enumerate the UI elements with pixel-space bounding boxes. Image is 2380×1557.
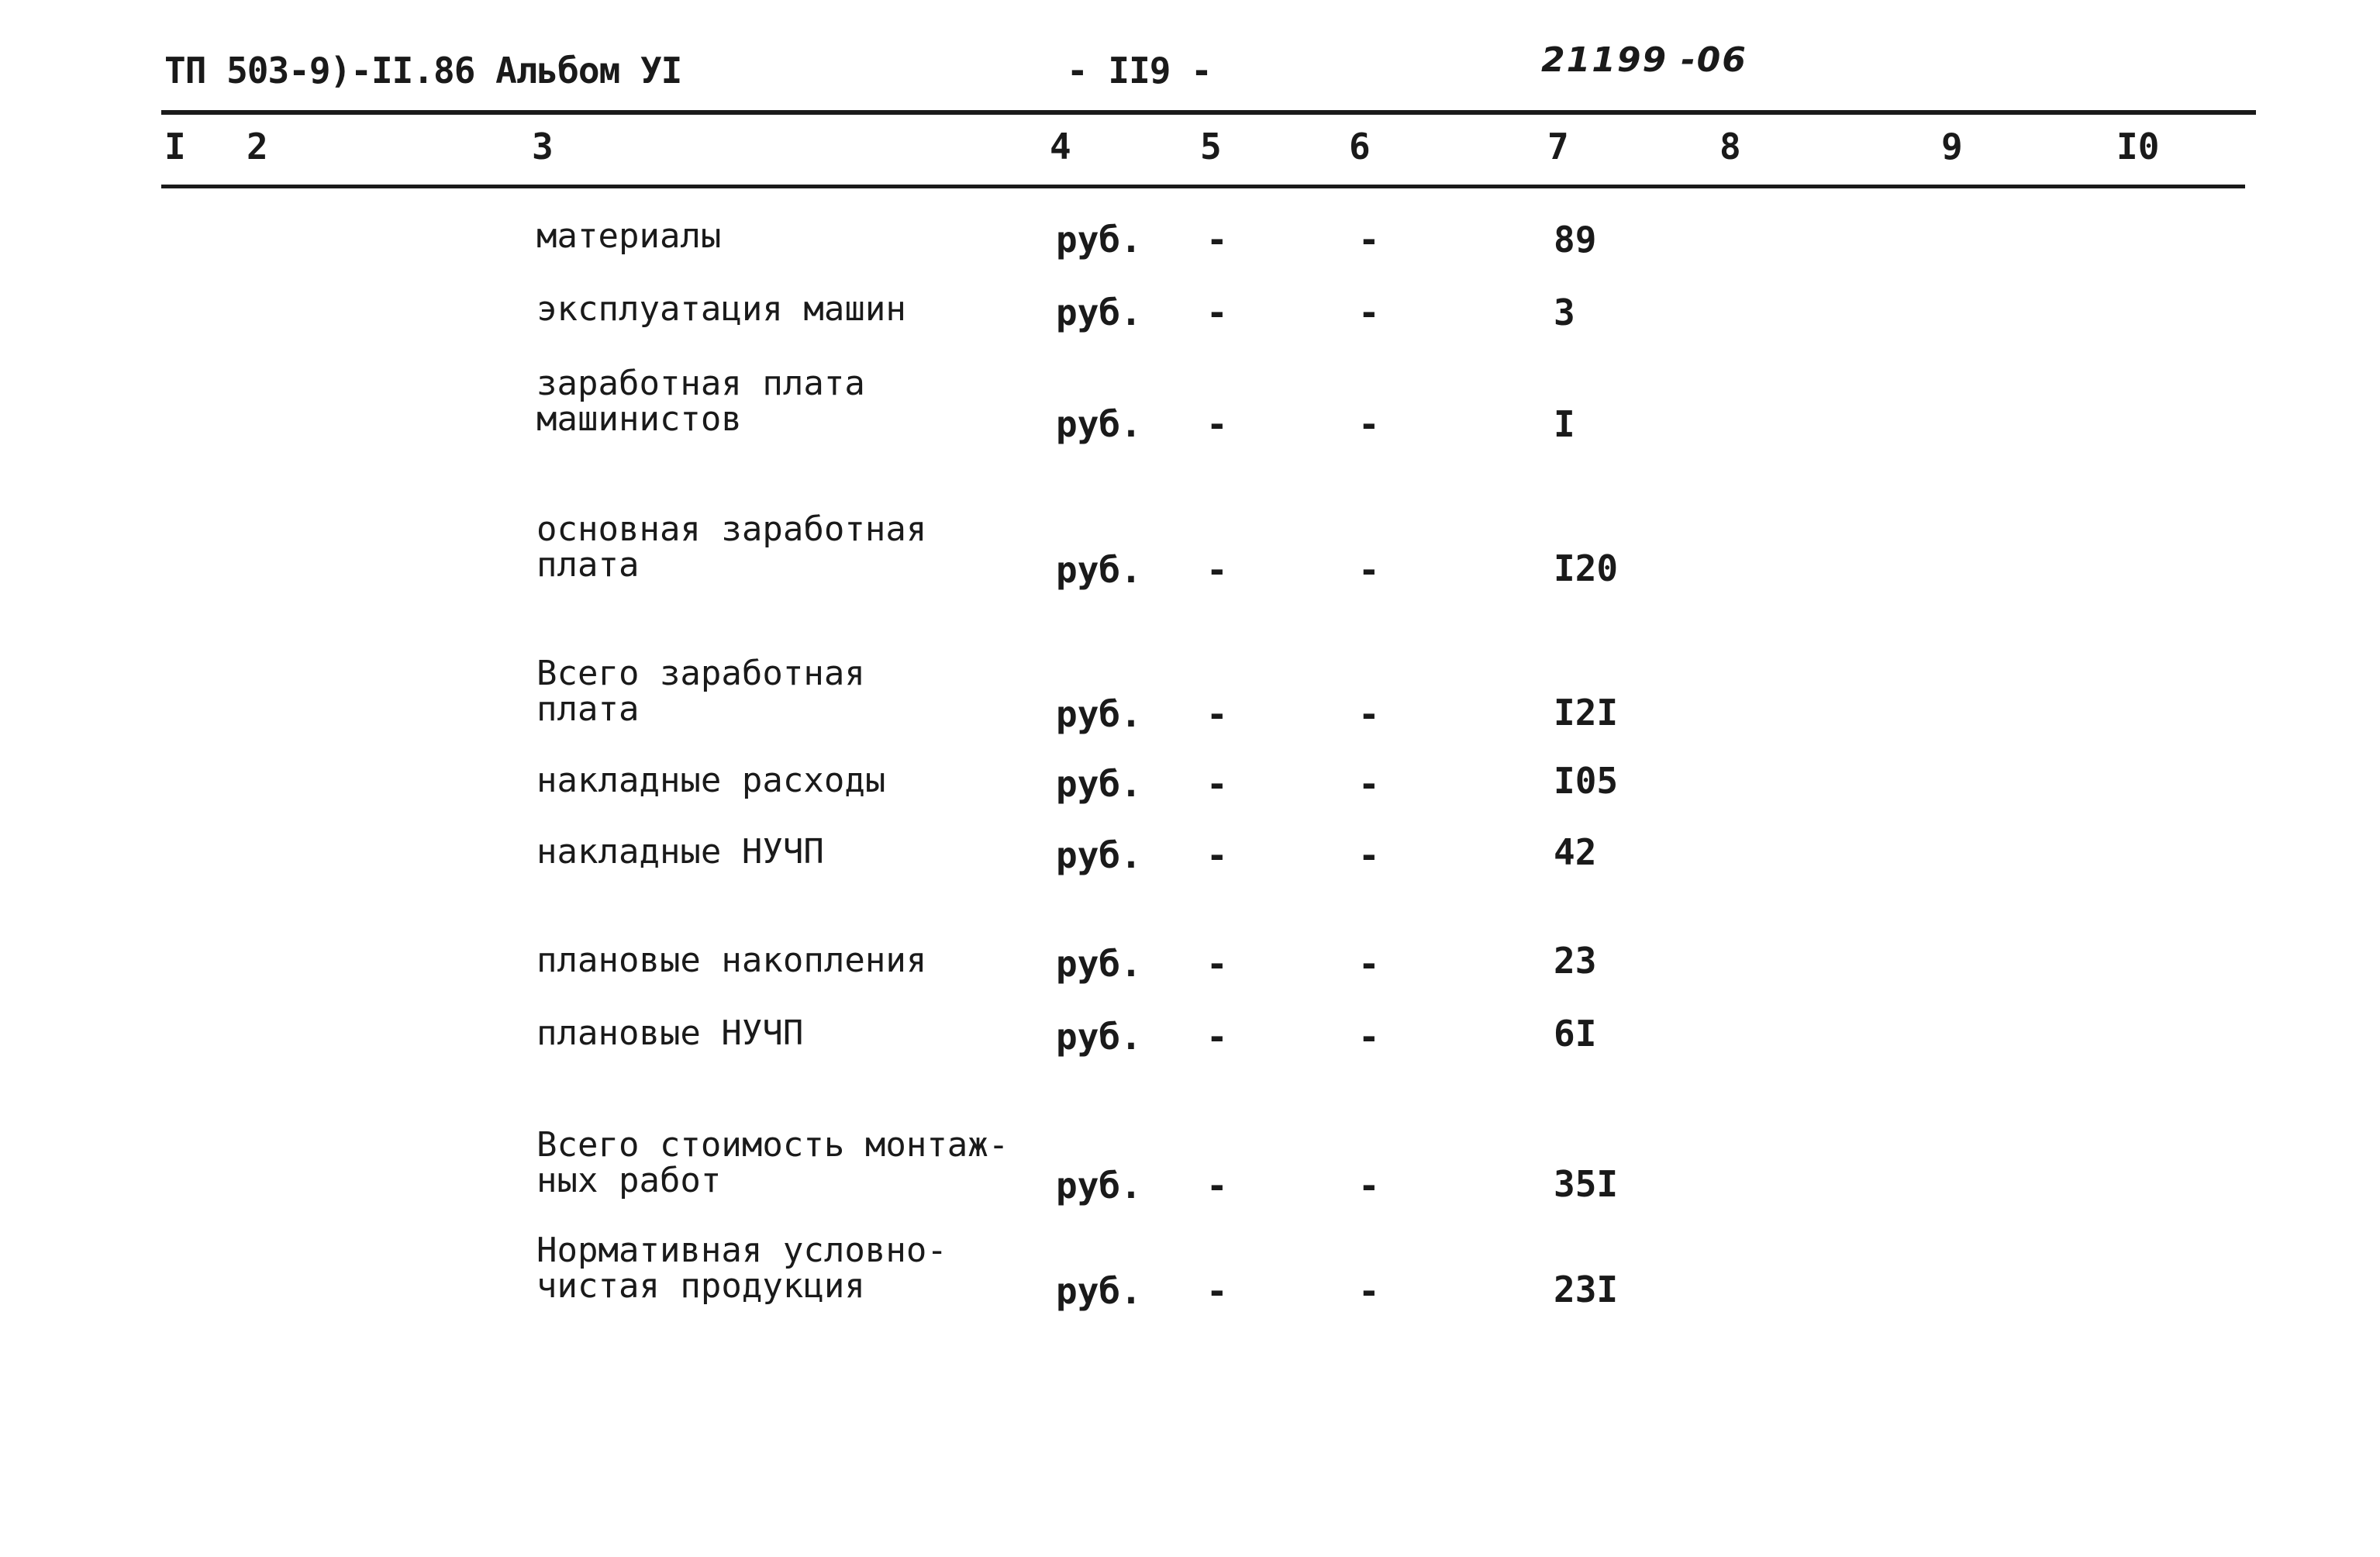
column-number-4: 4 xyxy=(1050,126,1071,167)
row-col5: - xyxy=(1206,549,1228,591)
row-col7: 3 xyxy=(1554,292,1575,333)
row-unit: руб. xyxy=(1056,763,1142,805)
row-unit: руб. xyxy=(1056,693,1142,735)
row-col5: - xyxy=(1206,292,1228,333)
row-label: Всего заработная плата xyxy=(536,654,865,729)
row-col6: - xyxy=(1358,834,1380,876)
row-col5: - xyxy=(1206,403,1228,445)
row-unit: руб. xyxy=(1056,549,1142,591)
row-col6: - xyxy=(1358,693,1380,735)
row-col5: - xyxy=(1206,219,1228,261)
row-col5: - xyxy=(1206,1165,1228,1207)
column-number-5: 5 xyxy=(1200,126,1222,167)
row-col6: - xyxy=(1358,219,1380,261)
row-unit: руб. xyxy=(1056,292,1142,333)
row-col7: 35I xyxy=(1554,1163,1619,1205)
row-col6: - xyxy=(1358,1016,1380,1058)
document-code: ТП 503-9)-II.86 Альбом УI xyxy=(164,50,682,91)
row-col6: - xyxy=(1358,1270,1380,1312)
page-number: - II9 - xyxy=(1067,50,1212,91)
row-col7: I20 xyxy=(1554,547,1619,589)
row-label: плановые НУЧП xyxy=(536,1013,804,1053)
row-col5: - xyxy=(1206,1016,1228,1058)
row-col6: - xyxy=(1358,292,1380,333)
row-unit: руб. xyxy=(1056,834,1142,876)
row-col5: - xyxy=(1206,834,1228,876)
column-number-1: I xyxy=(164,126,186,167)
row-unit: руб. xyxy=(1056,1016,1142,1058)
table-top-rule xyxy=(161,110,2256,115)
row-label: плановые накопления xyxy=(536,941,927,980)
row-col7: I05 xyxy=(1554,760,1619,802)
column-number-6: 6 xyxy=(1349,126,1371,167)
row-col7: 23 xyxy=(1554,940,1597,982)
column-number-7: 7 xyxy=(1547,126,1569,167)
row-col6: - xyxy=(1358,763,1380,805)
row-label: эксплуатация машин xyxy=(536,289,906,329)
archive-number: 21199 -06 xyxy=(1541,40,1747,80)
table-header-rule xyxy=(161,185,2245,188)
row-col6: - xyxy=(1358,549,1380,591)
row-label: накладные расходы xyxy=(536,761,886,800)
row-unit: руб. xyxy=(1056,219,1142,261)
row-col5: - xyxy=(1206,943,1228,985)
row-unit: руб. xyxy=(1056,1270,1142,1312)
column-number-9: 9 xyxy=(1941,126,1963,167)
row-col6: - xyxy=(1358,1165,1380,1207)
column-number-2: 2 xyxy=(247,126,268,167)
row-unit: руб. xyxy=(1056,1165,1142,1207)
row-label: Нормативная условно- чистая продукция xyxy=(536,1231,947,1306)
row-col7: 6I xyxy=(1554,1013,1597,1055)
row-label: накладные НУЧП xyxy=(536,832,824,872)
column-number-10: I0 xyxy=(2116,126,2160,167)
row-col7: 23I xyxy=(1554,1269,1619,1310)
row-col6: - xyxy=(1358,943,1380,985)
row-col7: 89 xyxy=(1554,219,1597,261)
row-col6: - xyxy=(1358,403,1380,445)
row-col7: I2I xyxy=(1554,692,1619,734)
row-col5: - xyxy=(1206,693,1228,735)
row-unit: руб. xyxy=(1056,403,1142,445)
column-number-3: 3 xyxy=(532,126,554,167)
row-col5: - xyxy=(1206,763,1228,805)
row-label: заработная плата машинистов xyxy=(536,364,865,439)
row-label: основная заработная плата xyxy=(536,509,927,585)
row-col7: 42 xyxy=(1554,831,1597,873)
row-col7: I xyxy=(1554,403,1575,445)
column-number-8: 8 xyxy=(1719,126,1741,167)
row-unit: руб. xyxy=(1056,943,1142,985)
row-col5: - xyxy=(1206,1270,1228,1312)
row-label: Всего стоимость монтаж- ных работ xyxy=(536,1125,1009,1200)
row-label: материалы xyxy=(536,216,722,256)
